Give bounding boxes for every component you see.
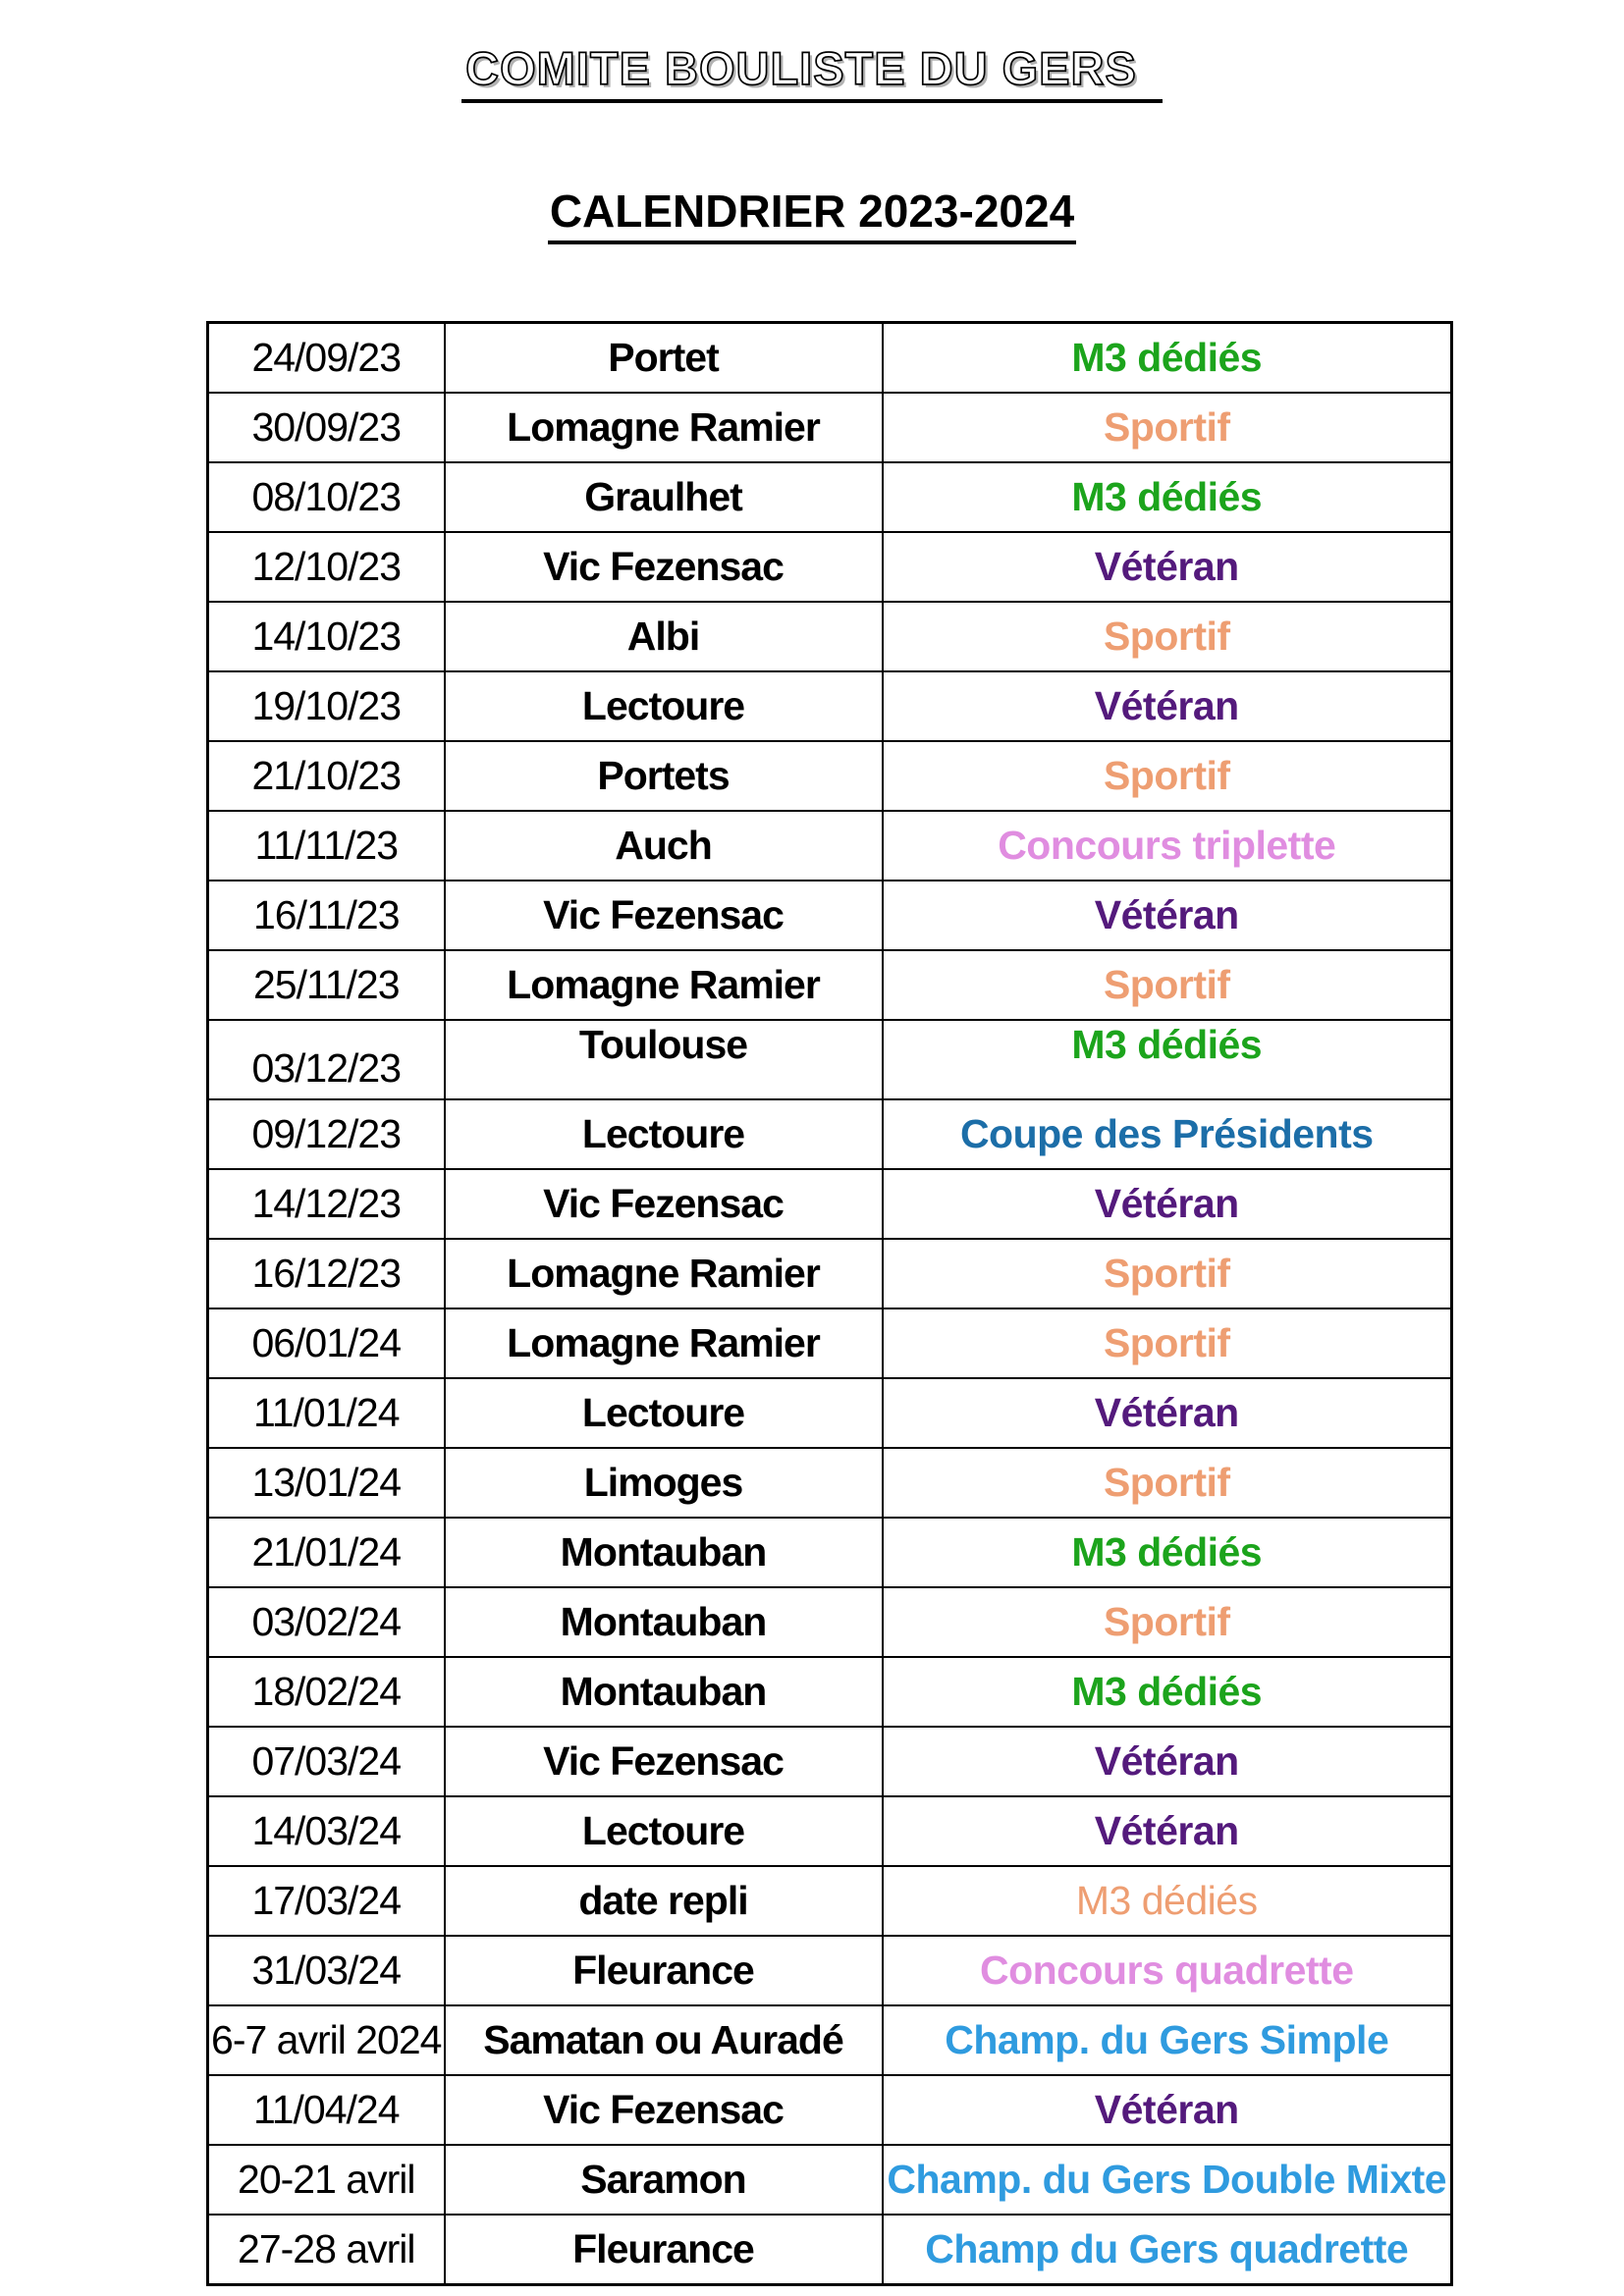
table-row — [208, 1099, 1452, 1169]
date-cell: 14/10/23 — [208, 602, 445, 671]
date-cell: 08/10/23 — [208, 462, 445, 532]
location-cell: date repli — [445, 1866, 883, 1936]
location-cell: Saramon — [445, 2145, 883, 2215]
table-row — [208, 2215, 1452, 2285]
event-cell: Concours quadrette — [883, 1936, 1452, 2005]
date-cell: 11/01/24 — [208, 1378, 445, 1448]
event-cell: Vétéran — [883, 1378, 1452, 1448]
table-row — [208, 1936, 1452, 2005]
date-cell: 11/04/24 — [208, 2075, 445, 2145]
location-cell: Lomagne Ramier — [445, 950, 883, 1020]
location-cell: Toulouse — [445, 1020, 883, 1099]
table-row — [208, 741, 1452, 811]
date-cell: 03/02/24 — [208, 1587, 445, 1657]
date-cell: 17/03/24 — [208, 1866, 445, 1936]
location-cell: Lectoure — [445, 1796, 883, 1866]
event-cell: Vétéran — [883, 881, 1452, 950]
location-cell: Graulhet — [445, 462, 883, 532]
event-cell: Concours triplette — [883, 811, 1452, 881]
table-row — [208, 323, 1452, 394]
table-row — [208, 811, 1452, 881]
table-row — [208, 950, 1452, 1020]
event-cell: M3 dédiés — [883, 1866, 1452, 1936]
event-cell: Vétéran — [883, 2075, 1452, 2145]
date-cell: 25/11/23 — [208, 950, 445, 1020]
location-cell: Vic Fezensac — [445, 881, 883, 950]
date-cell: 27-28 avril — [208, 2215, 445, 2285]
table-row — [208, 1657, 1452, 1727]
date-cell: 07/03/24 — [208, 1727, 445, 1796]
event-cell: Sportif — [883, 1239, 1452, 1308]
date-cell: 24/09/23 — [208, 323, 445, 394]
location-cell: Lomagne Ramier — [445, 393, 883, 462]
table-row — [208, 2075, 1452, 2145]
event-cell: M3 dédiés — [883, 462, 1452, 532]
calendar-table-body — [208, 323, 1452, 2285]
location-cell: Fleurance — [445, 2215, 883, 2285]
date-cell: 31/03/24 — [208, 1936, 445, 2005]
page-subtitle: CALENDRIER 2023-2024 — [548, 185, 1076, 244]
event-cell: M3 dédiés — [883, 323, 1452, 394]
location-cell: Montauban — [445, 1657, 883, 1727]
location-cell: Vic Fezensac — [445, 1169, 883, 1239]
date-cell: 18/02/24 — [208, 1657, 445, 1727]
location-cell: Albi — [445, 602, 883, 671]
table-row — [208, 881, 1452, 950]
date-cell: 20-21 avril — [208, 2145, 445, 2215]
table-row — [208, 2005, 1452, 2075]
table-row — [208, 602, 1452, 671]
date-cell: 06/01/24 — [208, 1308, 445, 1378]
date-cell: 12/10/23 — [208, 532, 445, 602]
event-cell: Coupe des Présidents — [883, 1099, 1452, 1169]
table-row — [208, 1727, 1452, 1796]
event-cell: Sportif — [883, 950, 1452, 1020]
event-cell: Vétéran — [883, 1796, 1452, 1866]
location-cell: Samatan ou Auradé — [445, 2005, 883, 2075]
event-cell: Champ du Gers quadrette — [883, 2215, 1452, 2285]
date-cell: 30/09/23 — [208, 393, 445, 462]
event-cell: Vétéran — [883, 1169, 1452, 1239]
table-row — [208, 1239, 1452, 1308]
event-cell: Sportif — [883, 602, 1452, 671]
table-row — [208, 2145, 1452, 2215]
table-row — [208, 671, 1452, 741]
table-row — [208, 462, 1452, 532]
date-cell: 6-7 avril 2024 — [208, 2005, 445, 2075]
date-cell: 14/12/23 — [208, 1169, 445, 1239]
location-cell: Lectoure — [445, 1099, 883, 1169]
page-title: COMITE BOULISTE DU GERS — [461, 41, 1163, 103]
event-cell: Champ. du Gers Double Mixte — [883, 2145, 1452, 2215]
event-cell: Sportif — [883, 1448, 1452, 1518]
table-row — [208, 1587, 1452, 1657]
table-row — [208, 1518, 1452, 1587]
table-row — [208, 1308, 1452, 1378]
event-cell: Vétéran — [883, 671, 1452, 741]
event-cell: Sportif — [883, 741, 1452, 811]
date-cell: 11/11/23 — [208, 811, 445, 881]
event-cell: Vétéran — [883, 1727, 1452, 1796]
table-row — [208, 1020, 1452, 1099]
location-cell: Fleurance — [445, 1936, 883, 2005]
date-cell: 09/12/23 — [208, 1099, 445, 1169]
date-cell: 19/10/23 — [208, 671, 445, 741]
date-cell: 21/10/23 — [208, 741, 445, 811]
location-cell: Auch — [445, 811, 883, 881]
event-cell: Champ. du Gers Simple — [883, 2005, 1452, 2075]
table-row — [208, 393, 1452, 462]
table-row — [208, 532, 1452, 602]
event-cell: Sportif — [883, 1308, 1452, 1378]
date-cell: 14/03/24 — [208, 1796, 445, 1866]
table-row — [208, 1796, 1452, 1866]
location-cell: Vic Fezensac — [445, 1727, 883, 1796]
location-cell: Lomagne Ramier — [445, 1239, 883, 1308]
event-cell: Sportif — [883, 1587, 1452, 1657]
location-cell: Lectoure — [445, 1378, 883, 1448]
location-cell: Montauban — [445, 1518, 883, 1587]
event-cell: M3 dédiés — [883, 1657, 1452, 1727]
date-cell: 03/12/23 — [208, 1020, 445, 1099]
location-cell: Lomagne Ramier — [445, 1308, 883, 1378]
event-cell: Vétéran — [883, 532, 1452, 602]
table-row — [208, 1448, 1452, 1518]
document-subheader — [0, 185, 1624, 244]
table-row — [208, 1169, 1452, 1239]
event-cell: M3 dédiés — [883, 1518, 1452, 1587]
location-cell: Montauban — [445, 1587, 883, 1657]
location-cell: Vic Fezensac — [445, 532, 883, 602]
location-cell: Lectoure — [445, 671, 883, 741]
table-row — [208, 1378, 1452, 1448]
location-cell: Portets — [445, 741, 883, 811]
date-cell: 16/12/23 — [208, 1239, 445, 1308]
location-cell: Vic Fezensac — [445, 2075, 883, 2145]
location-cell: Portet — [445, 323, 883, 394]
date-cell: 16/11/23 — [208, 881, 445, 950]
date-cell: 13/01/24 — [208, 1448, 445, 1518]
event-cell: Sportif — [883, 393, 1452, 462]
table-row — [208, 1866, 1452, 1936]
location-cell: Limoges — [445, 1448, 883, 1518]
event-cell: M3 dédiés — [883, 1020, 1452, 1099]
document-header — [0, 41, 1624, 103]
date-cell: 21/01/24 — [208, 1518, 445, 1587]
calendar-table — [206, 321, 1453, 2286]
